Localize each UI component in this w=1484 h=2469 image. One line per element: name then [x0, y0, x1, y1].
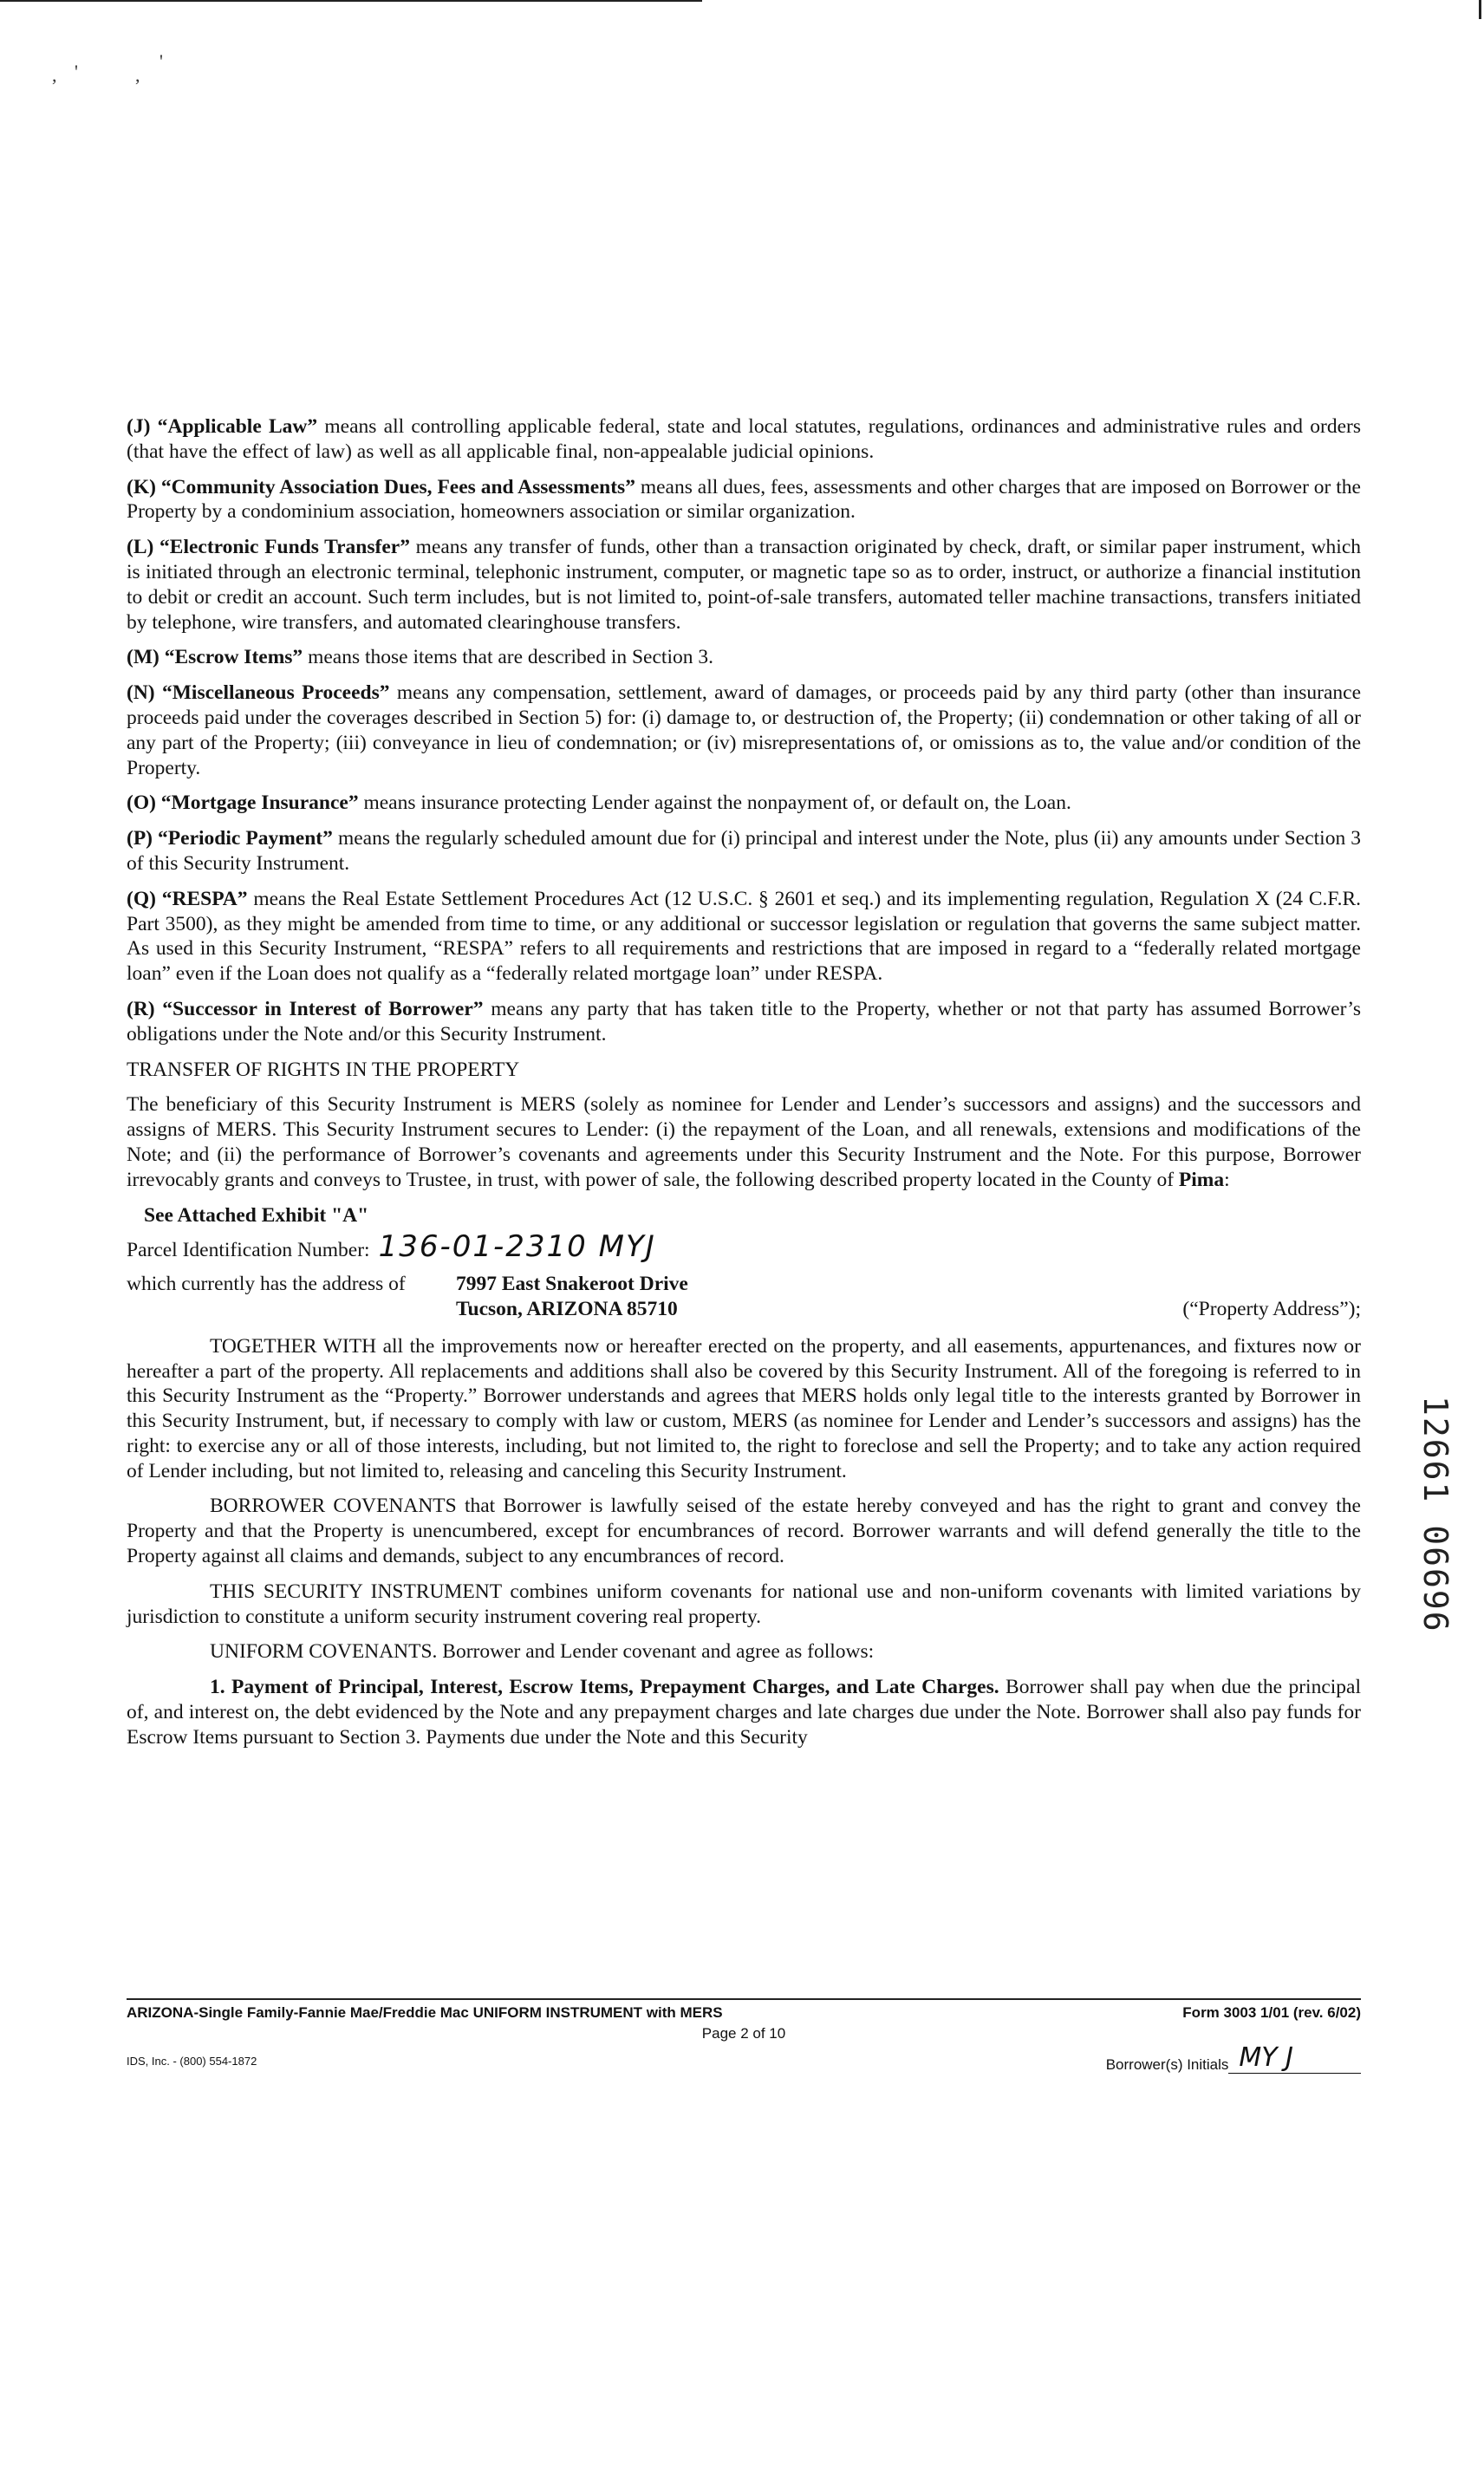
footer-form-number: Form 3003 1/01 (rev. 6/02): [1182, 2004, 1361, 2021]
scan-top-edge: [0, 0, 702, 2]
definition-o: (O) “Mortgage Insurance” means insurance protecting Lender against the nonpayment of, or default on, the Loan.: [127, 792, 1071, 815]
footer-ids: IDS, Inc. - (800) 554-1872: [127, 2055, 257, 2068]
definition-k: (K) “Community Association Dues, Fees and Assessments” means all dues, fees, assessments and other charges that are imposed on Borrower or the Property by a condominium association, homeowners association or similar organization.: [127, 475, 1361, 524]
county-name: Pima: [1178, 1168, 1225, 1191]
scan-corner-mark: [1479, 0, 1481, 19]
combines-paragraph: THIS SECURITY INSTRUMENT combines uniform covenants for national use and non-uniform covenants with limited variations by jurisdiction to constitute a uniform security instrument covering real property.: [127, 1580, 1361, 1628]
initials-handwritten: MY J: [1239, 2042, 1293, 2073]
uniform-covenants-paragraph: UNIFORM COVENANTS. Borrower and Lender covenant and agree as follows:: [210, 1640, 875, 1664]
scan-speck: ,: [52, 64, 57, 86]
scan-speck: ': [75, 61, 78, 82]
address-label: which currently has the address of: [127, 1273, 406, 1296]
definition-j: (J) “Applicable Law” means all controlling applicable federal, state and local statutes, regulations, ordinances and administrative rules and orders (that have the effect of law) as well as all applicable final, non-appealable judicial opinions.: [127, 415, 1361, 463]
definition-n: (N) “Miscellaneous Proceeds” means any compensation, settlement, award of damages, or proceeds paid by any third party (other than insurance proceeds paid under the coverages described in Section 5) for: (i) damage to, or destruction of, the Property; (ii) condemnation or other taking of all or any part of the Property; (iii) conveyance in lieu of condemnation; or (iv) misrepresentations of, or omissions as to, the value and/or condition of the Property.: [127, 681, 1361, 779]
initials-label: Borrower(s) Initials: [1105, 2056, 1229, 2073]
definition-m: (M) “Escrow Items” means those items that are described in Section 3.: [127, 646, 713, 669]
footer-rule: [127, 1998, 1361, 2000]
footer-title: ARIZONA-Single Family-Fannie Mae/Freddie Mac UNIFORM INSTRUMENT with MERS: [127, 2004, 723, 2021]
recording-number: 12661 06696: [1416, 1396, 1455, 1633]
definition-q: (Q) “RESPA” means the Real Estate Settlement Procedures Act (12 U.S.C. § 2601 et seq.) and its implementing regulation, Regulation X (24 C.F.R. Part 3500), as they might be amended from time to time, or any additional or successor legislation or regulation that governs the same subject matter. As used in this Security Instrument, “RESPA” refers to all requirements and restrictions that are imposed in regard to a “federally related mortgage loan” even if the Loan does not qualify as a “federally related mortgage loan” under RESPA.: [127, 887, 1361, 986]
property-address-tag: (“Property Address”);: [1182, 1297, 1361, 1320]
address-city: Tucson, ARIZONA 85710: [456, 1297, 678, 1320]
definition-l: (L) “Electronic Funds Transfer” means any transfer of funds, other than a transaction originated by check, draft, or similar paper instrument, which is initiated through an electronic terminal, telephonic instrument, computer, or magnetic tape so as to order, instruct, or authorize a financial institution to debit or credit an account. Such term includes, but is not limited to, point-of-sale transfers, automated teller machine transactions, transfers initiated by telephone, wire transfers, and automated clearinghouse transfers.: [127, 536, 1362, 634]
payment-paragraph: 1. Payment of Principal, Interest, Escrow Items, Prepayment Charges, and Late Charges. Borrower shall pay when due the principal of, and interest on, the debt evidenced by the Note and any prepayment charges and late charges due under the Note. Borrower shall also pay funds for Escrow Items pursuant to Section 3. Payments due under the Note and this Security: [127, 1676, 1361, 1749]
together-paragraph: TOGETHER WITH all the improvements now or hereafter erected on the property, and all easements, appurtenances, and fixtures now or hereafter a part of the property. All replacements and additions shall also be covered by this Security Instrument. All of the foregoing is referred to in this Security Instrument as the “Property.” Borrower understands and agrees that MERS holds only legal title to the interests granted by Borrower in this Security Instrument, but, if necessary to comply with law or custom, MERS (as nominee for Lender and Lender’s successors and assigns) has the right: to exercise any or all of those interests, including, but not limited to, the right to foreclose and sell the Property; and to take any action required of Lender including, but not limited to, releasing and canceling this Security Instrument.: [127, 1334, 1361, 1482]
parcel-number-handwritten: 136-01-2310 MYJ: [378, 1229, 656, 1265]
scan-speck: ,: [135, 64, 140, 86]
borrower-covenants-paragraph: BORROWER COVENANTS that Borrower is lawfully seised of the estate hereby conveyed and has the right to grant and convey the Property and that the Property is unencumbered, except for encumbrances of record. Borrower warrants and will defend generally the title to the Property against all claims and demands, subject to any encumbrances of record.: [127, 1495, 1361, 1568]
parcel-line: [127, 1229, 1361, 1265]
document-body: [127, 414, 1361, 1761]
definition-p: (P) “Periodic Payment” means the regularly scheduled amount due for (i) principal and interest under the Note, plus (ii) any amounts under Section 3 of this Security Instrument.: [127, 827, 1361, 875]
parcel-label: Parcel Identification Number:: [127, 1239, 370, 1262]
footer-page-number: Page 2 of 10: [701, 2025, 786, 2042]
transfer-paragraph: The beneficiary of this Security Instrument is MERS (solely as nominee for Lender and Lender’s successors and assigns) and the successors and assigns of MERS. This Security Instrument secures to Lender: (i) the repayment of the Loan, and all renewals, extensions and modifications of the Note; and (ii) the performance of Borrower’s covenants and agreements under this Security Instrument and the Note. For this purpose, Borrower irrevocably grants and conveys to Trustee, in trust, with power of sale, the following described property located in the County of Pima:: [127, 1093, 1361, 1191]
scan-speck: ': [159, 50, 163, 72]
initials-blank-line: [1300, 2057, 1361, 2074]
exhibit-reference: See Attached Exhibit "A": [144, 1203, 369, 1227]
borrower-initials: [1106, 2042, 1361, 2074]
property-address-block: [127, 1272, 1361, 1322]
definition-r: (R) “Successor in Interest of Borrower” means any party that has taken title to the Property, whether or not that party has assumed Borrower’s obligations under the Note and/or this Security Instrument.: [127, 997, 1361, 1046]
address-street: 7997 East Snakeroot Drive: [456, 1273, 688, 1296]
transfer-heading: TRANSFER OF RIGHTS IN THE PROPERTY: [127, 1058, 520, 1081]
